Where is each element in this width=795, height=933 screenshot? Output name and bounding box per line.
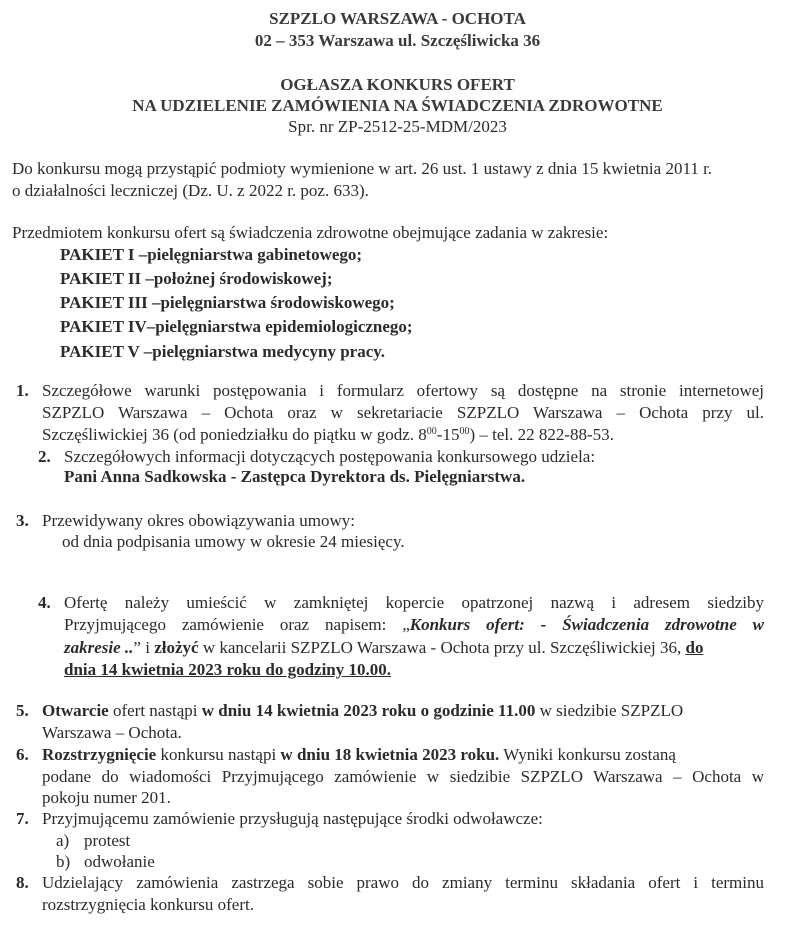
subject-lead: Przedmiotem konkursu ofert są świadczenia zdrowotne obejmujące zadania w zakresie: — [12, 223, 609, 242]
package-item: PAKIET I –pielęgniarstwa gabinetowego; — [60, 245, 363, 264]
item-5-number: 5. — [16, 701, 29, 720]
item-3-line-2: od dnia podpisania umowy w okresie 24 miesięcy. — [62, 532, 405, 551]
announcement-subtitle: NA UDZIELENIE ZAMÓWIENIA NA ŚWIADCZENIA ZDROWOTNE — [132, 96, 663, 115]
item-8-line-1: Udzielający zamówienia zastrzega sobie prawo do zmiany terminu składania ofert i terminu — [42, 873, 764, 892]
item-7-number: 7. — [16, 809, 29, 828]
case-reference: Spr. nr ZP-2512-25-MDM/2023 — [288, 117, 507, 136]
item-8-line-2: rozstrzygnięcia konkursu ofert. — [42, 895, 254, 914]
item-2-number: 2. — [38, 447, 51, 466]
org-name: SZPZLO WARSZAWA - OCHOTA — [269, 9, 526, 28]
item-3-number: 3. — [16, 511, 29, 530]
org-address: 02 – 353 Warszawa ul. Szczęśliwicka 36 — [254, 31, 541, 50]
item-3-line-1: Przewidywany okres obowiązywania umowy: — [42, 511, 356, 530]
item-4-number: 4. — [38, 593, 51, 612]
item-4-line-2: Przyjmującego zamówienie oraz napisem: „Konkurs ofert: - Świadczenia zdrowotne w — [64, 615, 764, 634]
intro-line-2: o działalności leczniczej (Dz. U. z 2022 r. poz. 633). — [12, 181, 369, 200]
item-4-line-1: Ofertę należy umieścić w zamkniętej kopercie opatrzonej nazwą i adresem siedziby — [64, 593, 764, 612]
item-6-line-3: pokoju numer 201. — [42, 788, 171, 807]
item-1-line-3: Szczęśliwickiej 36 (od poniedziałku do piątku w godz. $8^{00}-15^{00}$) – tel. 22 822-88-53. — [42, 425, 614, 444]
item-4-line-3: zakresie ..” i złożyć w kancelarii SZPZLO Warszawa - Ochota przy ul. Szczęśliwickiej 36, do — [64, 638, 704, 657]
package-item: PAKIET III –pielęgniarstwa środowiskowego; — [60, 293, 395, 312]
item-1-line-2: SZPZLO Warszawa – Ochota oraz w sekretariacie SZPZLO Warszawa – Ochota przy ul. — [42, 403, 764, 422]
item-4-deadline: dnia 14 kwietnia 2023 roku do godziny 10.00. — [64, 660, 392, 679]
item-6-line-2: podane do wiadomości Przyjmującego zamówienie w siedzibie SZPZLO Warszawa – Ochota w — [42, 767, 764, 786]
remedy-item: protest — [84, 831, 131, 850]
item-7-line-1: Przyjmującemu zamówienie przysługują następujące środki odwoławcze: — [42, 809, 543, 828]
announcement-title: OGŁASZA KONKURS OFERT — [280, 75, 515, 94]
item-5-line-2: Warszawa – Ochota. — [42, 723, 182, 742]
item-2-contact: Pani Anna Sadkowska - Zastępca Dyrektora ds. Pielęgniarstwa. — [64, 467, 526, 486]
item-1-number: 1. — [16, 381, 29, 400]
intro-line-1: Do konkursu mogą przystąpić podmioty wymienione w art. 26 ust. 1 ustawy z dnia 15 kwietnia 2011 r. — [12, 159, 713, 178]
item-8-number: 8. — [16, 873, 29, 892]
item-5-line-1: Otwarcie ofert nastąpi w dniu 14 kwietnia 2023 roku o godzinie 11.00 w siedzibie SZPZLO — [42, 701, 684, 720]
item-6-number: 6. — [16, 745, 29, 764]
item-2-line-1: Szczegółowych informacji dotyczących postępowania konkursowego udziela: — [64, 447, 596, 466]
item-1-line-1: Szczegółowe warunki postępowania i formularz ofertowy są dostępne na stronie internetowej — [42, 381, 764, 400]
item-6-line-1: Rozstrzygnięcie konkursu nastąpi w dniu 18 kwietnia 2023 roku. Wyniki konkursu zostaną — [42, 745, 676, 764]
package-item: PAKIET IV–pielęgniarstwa epidemiologicznego; — [60, 317, 413, 336]
remedy-item: odwołanie — [84, 852, 155, 871]
package-item: PAKIET II –położnej środowiskowej; — [60, 269, 333, 288]
remedy-marker: b) — [56, 852, 71, 871]
package-item: PAKIET V –pielęgniarstwa medycyny pracy. — [60, 342, 386, 361]
remedy-marker: a) — [56, 831, 70, 850]
